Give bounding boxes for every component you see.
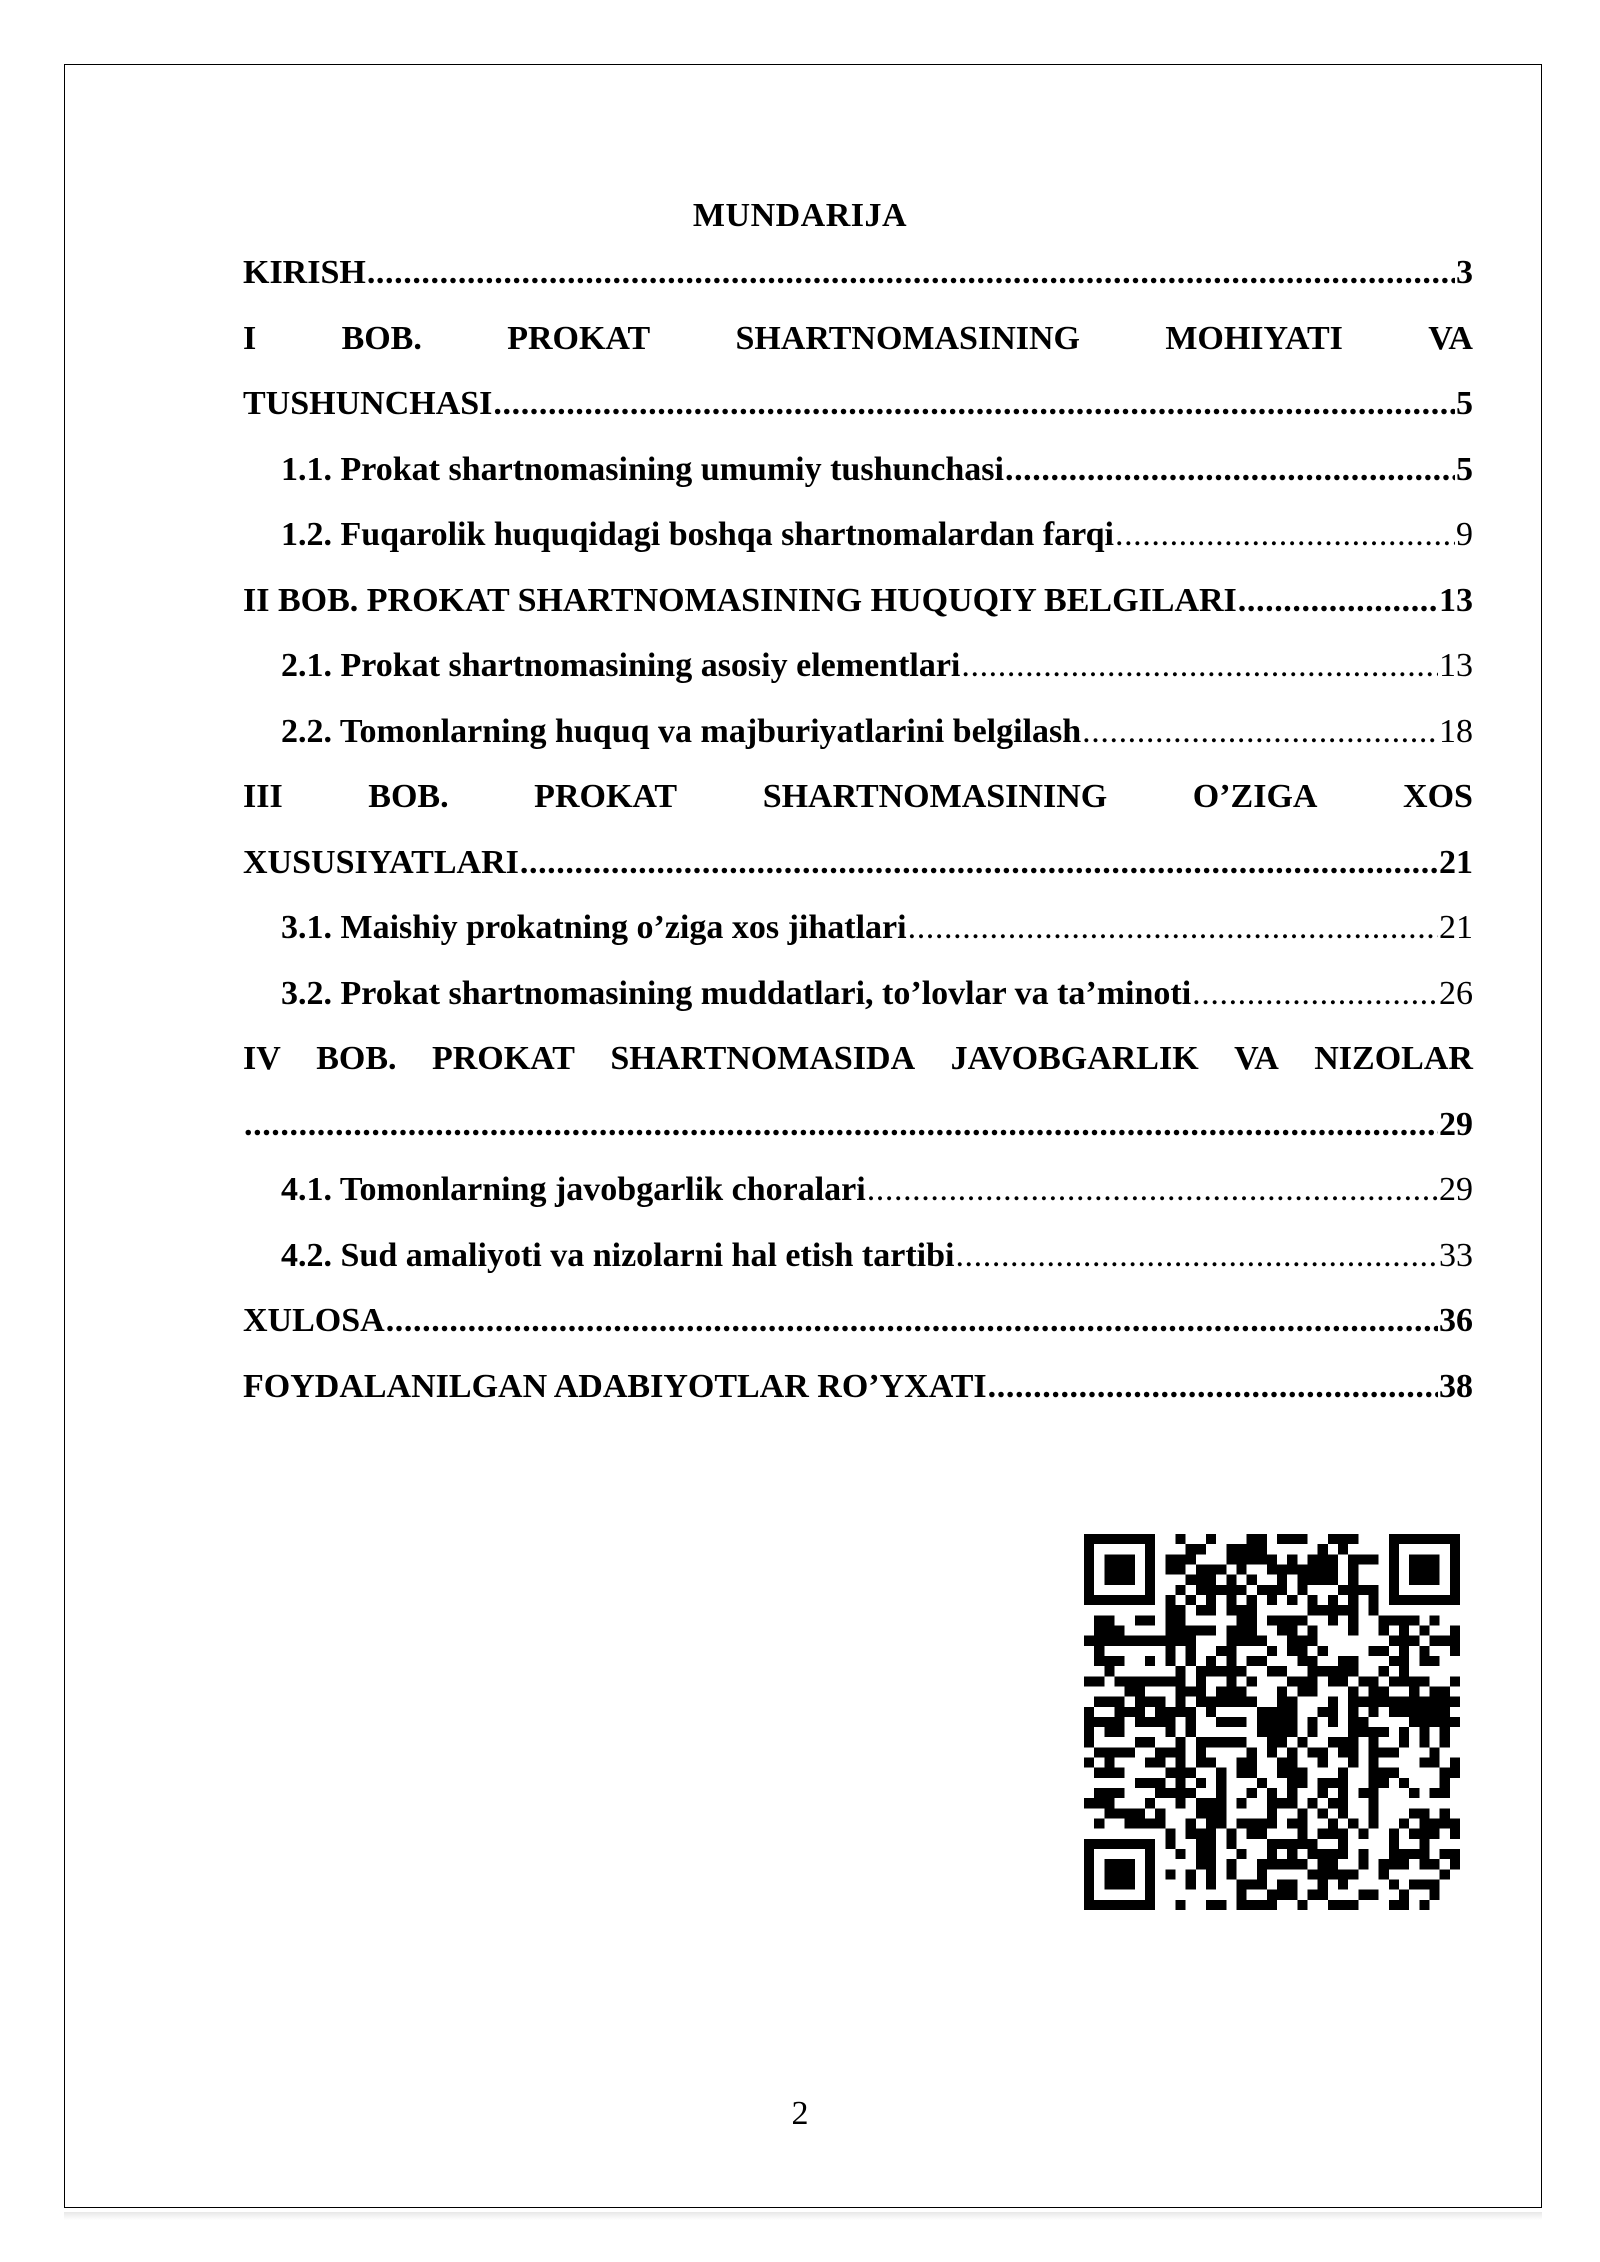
toc-entry[interactable] <box>243 240 1473 306</box>
toc-leader-dots <box>961 633 1438 699</box>
toc-leader-dots <box>367 240 1455 306</box>
toc-page-number: 21 <box>1439 843 1473 881</box>
toc-heading-word: SHARTNOMASINING <box>762 778 1108 815</box>
toc-heading-word: MOHIYATI <box>1165 319 1343 357</box>
toc-leader-dots <box>1005 437 1455 503</box>
toc-subsection[interactable] <box>243 961 1473 1027</box>
toc-entry-text: KIRISH <box>243 254 366 291</box>
toc-entry-label: 1.2. Fuqarolik huquqidagi boshqa shartnomalardan farqi <box>281 516 1114 553</box>
toc-leader-dots <box>908 895 1438 961</box>
toc-entry-text: II BOB. PROKAT SHARTNOMASINING HUQUQIY BELGILARI <box>243 581 1237 619</box>
toc-entry-label: 4.1. Tomonlarning javobgarlik choralari <box>281 1171 866 1208</box>
toc-entry[interactable] <box>243 1092 1473 1158</box>
toc-entry-label: 3.1. Maishiy prokatning o’ziga xos jihatlari <box>281 909 907 946</box>
toc-heading-word: JAVOBGARLIK <box>950 1040 1199 1077</box>
toc-leader-dots <box>988 1354 1438 1420</box>
toc-heading-word: I <box>243 319 257 357</box>
toc-title: MUNDARIJA <box>692 197 908 234</box>
toc-page-number: 18 <box>1439 712 1473 750</box>
toc-heading-word: BOB. <box>316 1040 397 1077</box>
toc-leader-dots <box>244 1092 1438 1158</box>
toc-entry-text: TUSHUNCHASI <box>243 385 493 422</box>
toc-heading-word: PROKAT <box>534 778 678 815</box>
toc-entry-text <box>281 502 1114 568</box>
toc-heading-word: SHARTNOMASINING <box>735 319 1080 357</box>
toc-page-number: 33 <box>1439 1236 1473 1274</box>
qr-code-icon <box>1084 1534 1460 1910</box>
toc-entry-text <box>281 633 960 699</box>
toc-subsection[interactable] <box>243 1223 1473 1289</box>
page-shadow <box>64 2212 1542 2220</box>
toc-leader-dots <box>867 1157 1438 1223</box>
toc-entry-text <box>281 1157 866 1223</box>
toc-leader-dots <box>1115 502 1455 568</box>
toc-subsection[interactable] <box>243 699 1473 765</box>
toc-heading-word: O’ZIGA <box>1192 778 1318 815</box>
toc-page-number: 9 <box>1456 516 1473 553</box>
toc-entry-text: 1.1. Prokat shartnomasining umumiy tushunchasi <box>281 450 1004 488</box>
toc-leader-dots <box>1082 699 1438 765</box>
table-of-contents <box>243 240 1473 1419</box>
toc-entry-text <box>281 895 907 961</box>
toc-subsection[interactable] <box>243 502 1473 568</box>
toc-entry-text <box>281 699 1081 765</box>
toc-heading-word: IV <box>243 1040 281 1077</box>
toc-entry[interactable] <box>243 830 1473 896</box>
toc-entry-text: XULOSA <box>243 1302 385 1339</box>
toc-entry[interactable] <box>243 371 1473 437</box>
toc-entry-label: 3.2. Prokat shartnomasining muddatlari, to’lovlar va ta’minoti <box>281 974 1192 1012</box>
toc-heading-word: XOS <box>1403 778 1473 815</box>
toc-entry-text <box>281 961 1191 1027</box>
toc-page-number: 5 <box>1456 450 1473 488</box>
toc-page-number: 21 <box>1439 909 1473 946</box>
toc-entry-label: 2.1. Prokat shartnomasining asosiy elementlari <box>281 647 961 684</box>
toc-subsection[interactable] <box>243 633 1473 699</box>
toc-heading-word: NIZOLAR <box>1314 1040 1473 1077</box>
toc-entry[interactable] <box>243 1354 1473 1420</box>
toc-chapter-heading <box>243 764 1473 830</box>
toc-leader-dots <box>1192 961 1438 1027</box>
toc-entry-label: 4.2. Sud amaliyoti va nizolarni hal etish tartibi <box>281 1236 955 1274</box>
toc-heading-word: SHARTNOMASIDA <box>610 1040 916 1077</box>
toc-chapter-heading <box>243 306 1473 372</box>
toc-leader-dots <box>1238 568 1438 634</box>
toc-heading-word: VA <box>1428 319 1473 357</box>
toc-page-number: 3 <box>1456 254 1473 291</box>
toc-page-number: 36 <box>1439 1302 1473 1339</box>
toc-heading-word: PROKAT <box>431 1040 575 1077</box>
toc-chapter-heading <box>243 1026 1473 1092</box>
toc-entry-text <box>281 1223 954 1289</box>
toc-page-number: 13 <box>1439 647 1473 684</box>
toc-entry-text: XUSUSIYATLARI <box>243 843 519 881</box>
toc-heading-word: PROKAT <box>507 319 651 357</box>
toc-heading-word: III <box>243 778 283 815</box>
toc-leader-dots <box>493 371 1455 437</box>
toc-page-number: 38 <box>1439 1367 1473 1405</box>
toc-page-number: 26 <box>1439 974 1473 1012</box>
toc-heading-word: BOB. <box>368 778 449 815</box>
toc-page-number: 29 <box>1439 1171 1473 1208</box>
toc-heading-word: BOB. <box>341 319 422 357</box>
toc-heading-word: VA <box>1234 1040 1279 1077</box>
toc-page-number: 29 <box>1439 1105 1473 1143</box>
toc-leader-dots <box>955 1223 1438 1289</box>
toc-page-number: 5 <box>1456 385 1473 422</box>
toc-entry-text: FOYDALANILGAN ADABIYOTLAR RO’YXATI <box>243 1367 987 1405</box>
toc-entry[interactable] <box>243 1288 1473 1354</box>
toc-subsection[interactable] <box>243 437 1473 503</box>
toc-subsection[interactable] <box>243 895 1473 961</box>
toc-page-number: 13 <box>1439 581 1473 619</box>
toc-subsection[interactable] <box>243 1157 1473 1223</box>
page-number: 2 <box>791 2095 809 2132</box>
toc-leader-dots <box>520 830 1438 896</box>
toc-entry-label: 2.2. Tomonlarning huquq va majburiyatlarini belgilash <box>281 712 1082 750</box>
toc-entry[interactable] <box>243 568 1473 634</box>
toc-leader-dots <box>386 1288 1438 1354</box>
